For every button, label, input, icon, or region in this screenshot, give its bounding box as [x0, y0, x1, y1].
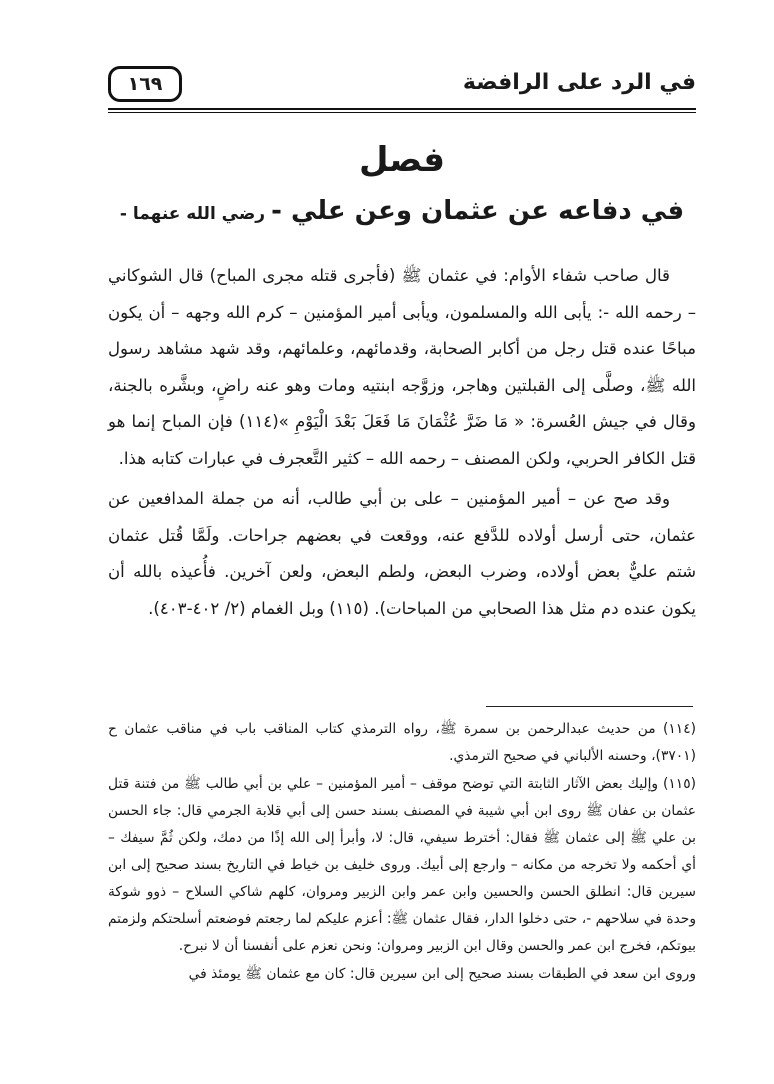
footnote-114: (١١٤) من حديث عبدالرحمن بن سمرة ﷺ، رواه الترمذي كتاب المناقب باب في مناقب عثمان ح (٣٧٠١)، وحسنه الألباني في صحيح الترمذي.	[108, 721, 696, 764]
page-header	[108, 66, 696, 106]
footnotes	[108, 716, 696, 988]
body-paragraph: وقد صح عن – أمير المؤمنين – على بن أبي طالب، أنه من جملة المدافعين عن عثمان، حتى أرسل أولاده للدَّفع عنه، ووقعت في بعضهم جراحات. ولَمَّا قُتل عثمان شتم عليٌّ بعض أولاده، وضرب البعض، ولطم البعض، ولعن آخرين. فأُعيذه بالله أن يكون عنده دم مثل هذا الصحابي من المباحات). (١١٥) وبل الغمام (٢/ ٤٠٢-٤٠٣).	[108, 489, 696, 618]
header-divider	[108, 108, 696, 113]
chapter-subtitle-tail: رضي الله عنهما -	[119, 204, 266, 224]
chapter-subtitle	[108, 196, 696, 226]
chapter-title: فصل	[358, 140, 446, 180]
footnote-115: (١١٥) وإليك بعض الآثار الثابتة التي توضح موقف – أمير المؤمنين – علي بن أبي طالب ﷺ من فتنة قتل عثمان بن عفان ﷺ روى ابن أبي شيبة في المصنف بسند حسن إلى أبي قلابة الجرمي قال: جاء الحسن بن علي ﷺ إلى عثمان ﷺ فقال: أخترط سيفي، قال: لا، وأبرأ إلى الله إذًا من دمك، ولكن ثُمَّ سيفك – أي أحكمه ولا تخرجه من مكانه – وارجع إلى أبيك. وروى خليف بن خياط في التاريخ بسند صحيح إلى ابن سيرين قال: انطلق الحسن والحسين وابن عمر وابن الزبير ومروان، كلهم شاكي السلاح – ذوو شوكة وحدة في سلاحهم -، حتى دخلوا الدار، فقال عثمان ﷺ: أعزم عليكم لما رجعتم فوضعتم أسلحتكم ولزمتم بيوتكم، فخرج ابن عمر والحسن وقال ابن الزبير ومروان: ونحن نعزم على أنفسنا أن لا نبرح.	[108, 776, 696, 954]
running-title: في الرد على الرافضة	[462, 70, 696, 95]
footnote-continuation: وروى ابن سعد في الطبقات بسند صحيح إلى ابن سيرين قال: كان مع عثمان ﷺ يومئذ في	[188, 966, 696, 982]
chapter-subtitle-main: في دفاعه عن عثمان وعن علي -	[271, 196, 685, 226]
footnote-divider	[486, 706, 693, 707]
body-paragraph: قال صاحب شفاء الأوام: في عثمان ﷺ (فأجرى قتله مجرى المباح) قال الشوكاني – رحمه الله -: يأبى الله والمسلمون، ويأبى أمير المؤمنين – كرم الله وجهه – أن يكون مباحًا عنده قتل رجل من أكابر الصحابة، وقدمائهم، وعلمائهم، وقد شهد مشاهد رسول الله ﷺ، وصلَّى إلى القبلتين وهاجر، وزوَّجه ابنتيه ومات وهو عنه راضٍ، وبشَّره بالجنة، وقال في جيش العُسرة: « مَا ضَرَّ عُثْمَانَ مَا فَعَلَ بَعْدَ الْيَوْمِ »(١١٤) فإن المباح إنما هو قتل الكافر الحربي، ولكن المصنف – رحمه الله – كثير التَّعجرف في عبارات كتابه هذا.	[108, 266, 697, 468]
body-text	[108, 258, 696, 627]
page-number: ١٦٩	[108, 66, 182, 102]
